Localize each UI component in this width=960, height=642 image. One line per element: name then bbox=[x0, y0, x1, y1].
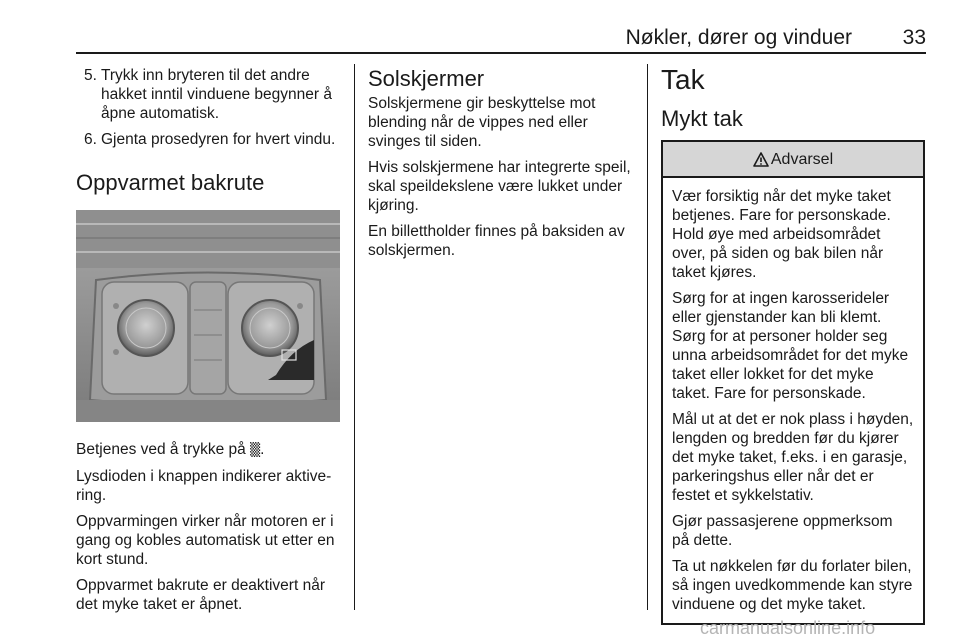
paragraph-led: Lysdioden i knappen indikerer aktive-ring. bbox=[76, 468, 332, 504]
step-5 bbox=[76, 66, 340, 123]
paragraph-operation: Betjenes ved å trykke på ▒. bbox=[76, 441, 265, 458]
page-header bbox=[76, 26, 926, 54]
step-text: Trykk inn bryteren til det andre hakket inntil vinduene begynner å åpne automatisk. bbox=[101, 67, 332, 122]
step-text: Gjenta prosedyren for hvert vindu. bbox=[101, 131, 336, 148]
section-heading-sun-visors: Solskjermer bbox=[368, 66, 485, 91]
section-heading-rear-defrost: Oppvarmet bakrute bbox=[76, 170, 265, 195]
climate-control-panel-image bbox=[76, 210, 340, 422]
warning-title: Advarsel bbox=[770, 150, 834, 168]
column-divider-2 bbox=[647, 64, 648, 610]
warning-paragraph-3: Mål ut at det er nok plass i høyden, lengden og bredden før du kjører det myke taket, f.eks. i en garasje, parkeringshus eller når det er festet et sykkelstativ. bbox=[672, 411, 914, 504]
warning-paragraph-5: Ta ut nøkkelen før du forlater bilen, så ingen uvedkommende kan styre vinduene og det myke taket. bbox=[672, 558, 913, 613]
header-rule bbox=[76, 52, 926, 54]
control-panel-illustration bbox=[76, 210, 340, 422]
rear-window-heater-icon: ▒ bbox=[250, 443, 261, 458]
step-number: 5. bbox=[84, 67, 97, 84]
paragraph-engine: Oppvarmingen virker når motoren er i gang og kobles automatisk ut etter en kort stund. bbox=[76, 513, 335, 568]
step-number: 6. bbox=[84, 131, 97, 148]
column-3 bbox=[661, 66, 925, 625]
column-1 bbox=[76, 66, 340, 621]
section-heading-roof: Tak bbox=[661, 64, 705, 95]
step-6 bbox=[76, 130, 340, 149]
column-2 bbox=[368, 66, 634, 267]
column-divider-1 bbox=[354, 64, 355, 610]
warning-paragraph-4: Gjør passasjerene oppmerksom på dette. bbox=[672, 513, 893, 549]
warning-triangle-icon bbox=[753, 152, 769, 167]
warning-paragraph-2: Sørg for at ingen karosserideler eller gjenstander kan bli klemt. Sørg for at personer holder seg unna arbeidsområdet for det myke taket eller lokket for det myke taket. Fare for personskade. bbox=[672, 290, 909, 402]
paragraph-ticket-holder: En billettholder finnes på baksiden av solskjermen. bbox=[368, 223, 625, 259]
paragraph-visor-protection: Solskjermene gir beskyttelse mot blending når de vippes ned eller svinges til siden. bbox=[368, 95, 596, 150]
paragraph-deactivated: Oppvarmet bakrute er deaktivert når det myke taket er åpnet. bbox=[76, 577, 325, 613]
watermark: carmanualsonline.info bbox=[700, 618, 876, 638]
chapter-title: Nøkler, dører og vinduer bbox=[625, 26, 852, 49]
paragraph-visor-mirrors: Hvis solskjermene har integrerte speil, skal speildekslene være lukket under kjøring. bbox=[368, 159, 631, 214]
subsection-heading-soft-top: Mykt tak bbox=[661, 106, 743, 131]
warning-box bbox=[661, 140, 925, 625]
warning-paragraph-1: Vær forsiktig når det myke taket betjenes. Fare for personskade. Hold øye med arbeidsområdet over, på siden og bak bilen når taket kjøres. bbox=[672, 188, 891, 281]
warning-header bbox=[663, 142, 923, 178]
page-number: 33 bbox=[902, 26, 926, 49]
warning-body bbox=[663, 178, 923, 623]
